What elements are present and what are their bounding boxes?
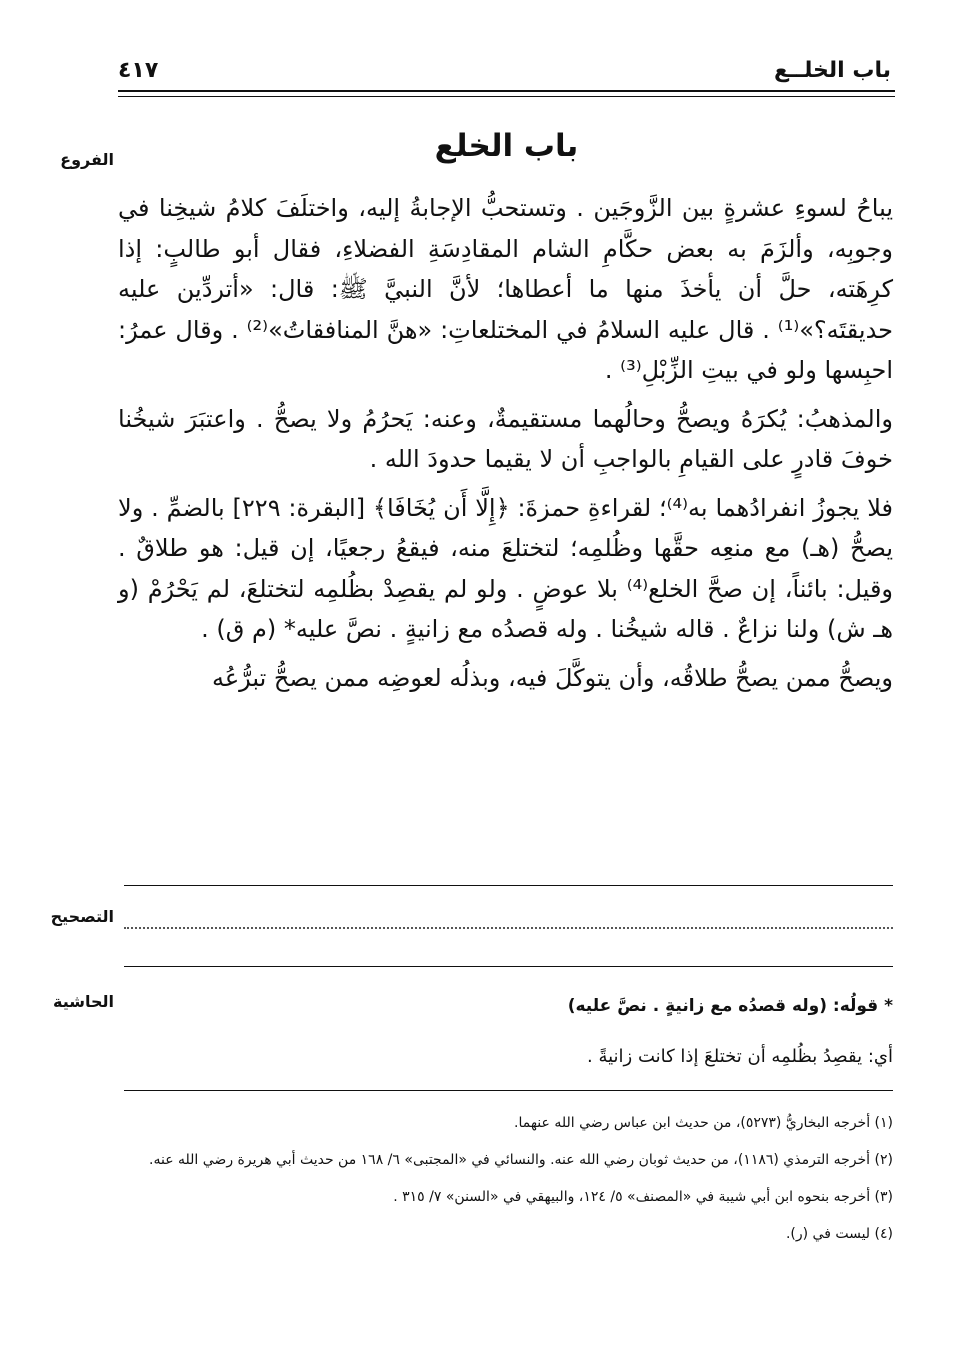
footnotes — [118, 1110, 893, 1258]
footnote: (١) أخرجه البخاريُّ (٥٢٧٣)، من حديث ابن عباس رضي الله عنهما. — [514, 1115, 893, 1131]
tashih-dotted-line — [124, 927, 893, 929]
header-rule — [118, 90, 895, 92]
paragraph: ويصحُّ ممن يصحُّ طلاقُه، وأن يتوكَّلَ فيه، وبذلُه لعوضِه ممن يصحُّ تبرُّعُه — [211, 663, 893, 692]
chapter-title: باب الخلع — [434, 128, 579, 164]
side-label-furu: الفروع — [60, 150, 114, 169]
footnote: (٣) أخرجه بنحوه ابن أبي شيبة في «المصنف» ٥/ ١٢٤، والبيهقي في «السنن» ٧/ ٣١٥ . — [393, 1189, 893, 1205]
header-rule-thin — [118, 96, 895, 97]
footnote: (٤) ليست في (ر). — [785, 1226, 893, 1242]
hashiya-rule — [124, 1090, 893, 1091]
hashiya-question: * قولُه: (وله قصدُه مع زانيةٍ . نصَّ عليه) — [567, 996, 893, 1016]
hashiya-answer: أي: يقصِدُ بظُلمِه أن تختلعَ إذا كانت زانيةً . — [587, 1046, 893, 1067]
side-label-tashih: التصحيح — [50, 907, 114, 926]
running-title: باب الخلــع — [774, 58, 891, 83]
main-text — [118, 188, 893, 698]
paragraph: فلا يجوزُ انفرادُهما به⁽⁴⁾؛ لقراءةِ حمزةَ: ﴿إِلَّا أَن يُخَافَا﴾ [البقرة: ٢٢٩] بالضمِّ . ولا يصحُّ (هـ) مع منعِه حقَّها وظُلمِه؛ لتختلعَ منه، فيقعُ رجعيًا، إن قيل: هو طلاقٌ . وقيل: بائناً، إن صحَّ الخلع⁽⁴⁾ بلا عوضٍ . ولو لم يقصِدْ بظُلمِه لتختلعَ، لم يَحْرُمْ (و هـ ش) ولنا نزاعٌ . قاله شيخُنا . وله قصدُه مع زانيةٍ . نصَّ عليه* (م ق) . — [118, 493, 894, 643]
footnote: (٢) أخرجه الترمذي (١١٨٦)، من حديث ثوبان رضي الله عنه. والنسائي في «المجتبى» ٦/ ١٦٨ من حديث أبي هريرة رضي الله عنه. — [149, 1152, 893, 1168]
tashih-rule — [124, 966, 893, 967]
paragraph: والمذهبُ: يُكرَهُ ويصحُّ وحالُهما مستقيمةٌ، وعنه: يَحرُمُ ولا يصحُّ . واعتبَرَ شيخُنا خوفَ قادرٍ على القيامِ بالواجبِ أن لا يقيما حدودَ الله . — [118, 404, 893, 473]
paragraph: يباحُ لسوءِ عشرةٍ بين الزَّوجَين . وتستحبُّ الإجابةُ إليه، واختلَفَ كلامُ شيخِنا في وجوبِه، وألزَمَ به بعض حكَّامِ الشام المقادِسَةِ الفضلاءِ، فقال أبو طالبٍ: إذا كرِهَته، حلَّ أن يأخذَ منها ما أعطاها؛ لأنَّ النبيَّ ﷺ: قال: «أتردِّين عليه حديقتَه؟»⁽¹⁾ . قال عليه السلامُ في المختلعاتِ: «هنَّ المنافقاتُ»⁽²⁾ . وقال عمرُ: احبِسها ولو في بيتِ الزِّبْلِ⁽³⁾ . — [118, 194, 894, 384]
page-number: ٤١٧ — [118, 58, 159, 83]
main-text-rule — [124, 885, 893, 886]
side-label-hashiya: الحاشية — [53, 992, 114, 1011]
